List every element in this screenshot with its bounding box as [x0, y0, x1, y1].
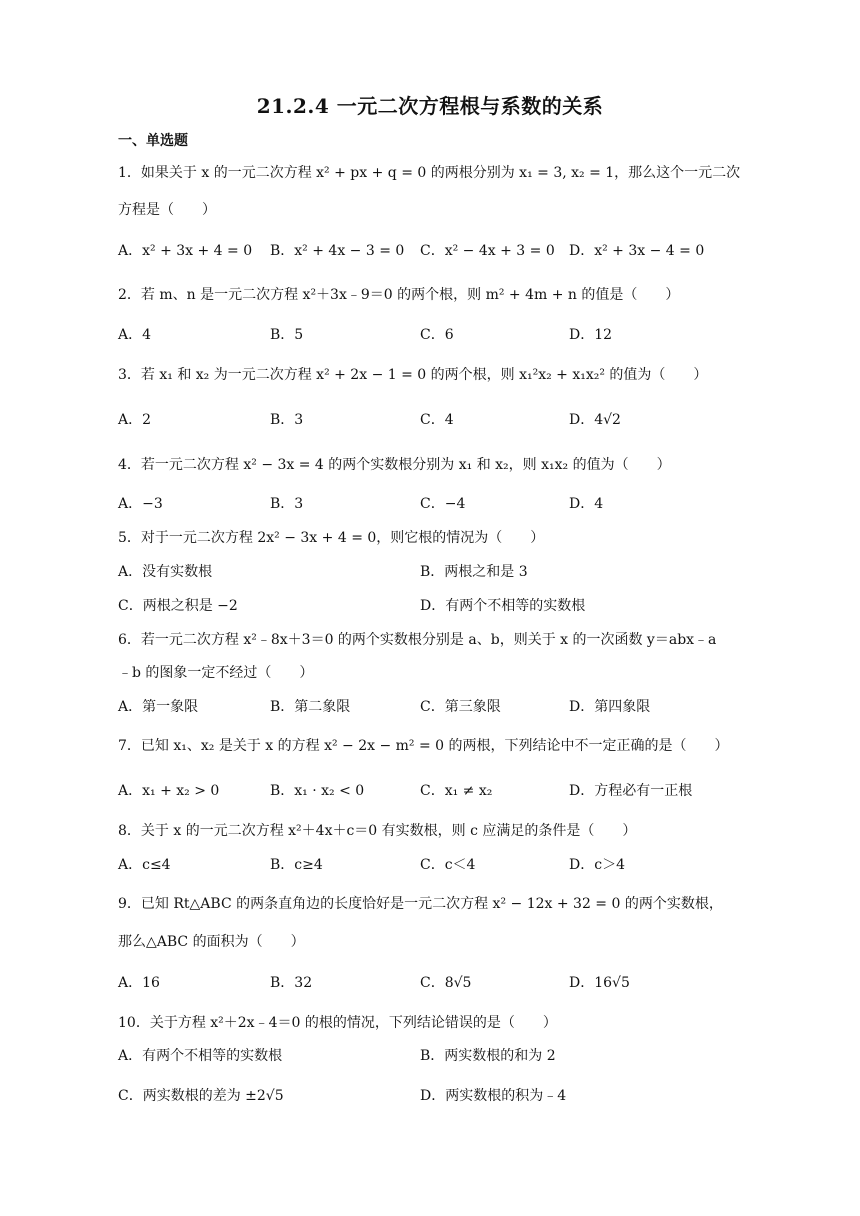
question-2-option-c: C．6: [420, 327, 454, 343]
question-6-option-d: D．第四象限: [569, 699, 651, 715]
question-9-option-c: C．8√5: [420, 975, 472, 991]
question-10-option-d: D．两实数根的积为﹣4: [420, 1088, 567, 1104]
question-8-option-b: B．c≥4: [270, 857, 323, 873]
question-10-option-c: C．两实数根的差为 ±2√5: [118, 1088, 284, 1104]
question-3-option-a: A．2: [118, 412, 152, 428]
question-6-line-2: ﹣b 的图象一定不经过（ ）: [118, 665, 314, 681]
question-7-option-b: B．x₁ · x₂ < 0: [270, 783, 365, 799]
question-5-option-c: C．两根之积是 −2: [118, 598, 238, 614]
question-3-option-b: B．3: [270, 412, 304, 428]
question-4-option-c: C．−4: [420, 496, 466, 512]
question-5-option-d: D．有两个不相等的实数根: [420, 598, 586, 614]
question-2-option-d: D．12: [569, 327, 613, 343]
question-8-option-a: A．c≤4: [118, 857, 171, 873]
question-8-option-d: D．c＞4: [569, 857, 625, 873]
question-9-option-d: D．16√5: [569, 975, 630, 991]
question-7-option-a: A．x₁ + x₂ > 0: [118, 783, 220, 799]
question-4-option-b: B．3: [270, 496, 304, 512]
question-7-option-d: D．方程必有一正根: [569, 783, 693, 799]
question-3-option-c: C．4: [420, 412, 454, 428]
question-10-option-b: B．两实数根的和为 2: [420, 1048, 556, 1064]
question-5-line-1: 5．对于一元二次方程 2x² − 3x + 4 = 0，则它根的情况为（ ）: [118, 530, 545, 546]
question-2-option-b: B．5: [270, 327, 304, 343]
question-10-line-1: 10．关于方程 x²＋2x﹣4＝0 的根的情况，下列结论错误的是（ ）: [118, 1015, 557, 1031]
question-1-line-1: 1．如果关于 x 的一元二次方程 x² + px + q = 0 的两根分别为 x₁ = 3, x₂ = 1，那么这个一元二次: [118, 165, 741, 181]
question-4-option-a: A．−3: [118, 496, 163, 512]
question-9-line-2: 那么△ABC 的面积为（ ）: [118, 934, 305, 950]
question-2-option-a: A．4: [118, 327, 152, 343]
question-6-option-a: A．第一象限: [118, 699, 199, 715]
question-5-option-b: B．两根之和是 3: [420, 564, 528, 580]
question-3-option-d: D．4√2: [569, 412, 621, 428]
question-1-option-a: A．x² + 3x + 4 = 0: [118, 243, 253, 259]
question-1-option-d: D．x² + 3x − 4 = 0: [569, 243, 705, 259]
question-7-line-1: 7．已知 x₁、x₂ 是关于 x 的方程 x² − 2x − m² = 0 的两根，下列结论中不一定正确的是（ ）: [118, 738, 729, 754]
question-6-option-b: B．第二象限: [270, 699, 351, 715]
page-title: 21.2.4 一元二次方程根与系数的关系: [256, 94, 604, 118]
question-1-line-2: 方程是（ ）: [118, 202, 216, 218]
question-1-option-b: B．x² + 4x − 3 = 0: [270, 243, 405, 259]
question-1-option-c: C．x² − 4x + 3 = 0: [420, 243, 555, 259]
question-4-line-1: 4．若一元二次方程 x² − 3x = 4 的两个实数根分别为 x₁ 和 x₂，则 x₁x₂ 的值为（ ）: [118, 457, 671, 473]
question-10-option-a: A．有两个不相等的实数根: [118, 1048, 283, 1064]
question-4-option-d: D．4: [569, 496, 604, 512]
question-6-line-1: 6．若一元二次方程 x²﹣8x＋3＝0 的两个实数根分别是 a、b，则关于 x 的一次函数 y＝abx﹣a: [118, 632, 717, 648]
question-9-option-a: A．16: [118, 975, 160, 991]
question-2-line-1: 2．若 m、n 是一元二次方程 x²＋3x﹣9＝0 的两个根，则 m² + 4m + n 的值是（ ）: [118, 287, 680, 303]
question-9-line-1: 9．已知 Rt△ABC 的两条直角边的长度恰好是一元二次方程 x² − 12x + 32 = 0 的两个实数根，: [118, 896, 723, 912]
question-7-option-c: C．x₁ ≠ x₂: [420, 783, 493, 799]
question-9-option-b: B．32: [270, 975, 313, 991]
section-heading: 一、单选题: [118, 133, 188, 149]
question-3-line-1: 3．若 x₁ 和 x₂ 为一元二次方程 x² + 2x − 1 = 0 的两个根，则 x₁²x₂ + x₁x₂² 的值为（ ）: [118, 367, 708, 383]
question-8-option-c: C．c＜4: [420, 857, 476, 873]
question-8-line-1: 8．关于 x 的一元二次方程 x²＋4x＋c＝0 有实数根，则 c 应满足的条件是（ ）: [118, 823, 637, 839]
question-5-option-a: A．没有实数根: [118, 564, 213, 580]
question-6-option-c: C．第三象限: [420, 699, 501, 715]
